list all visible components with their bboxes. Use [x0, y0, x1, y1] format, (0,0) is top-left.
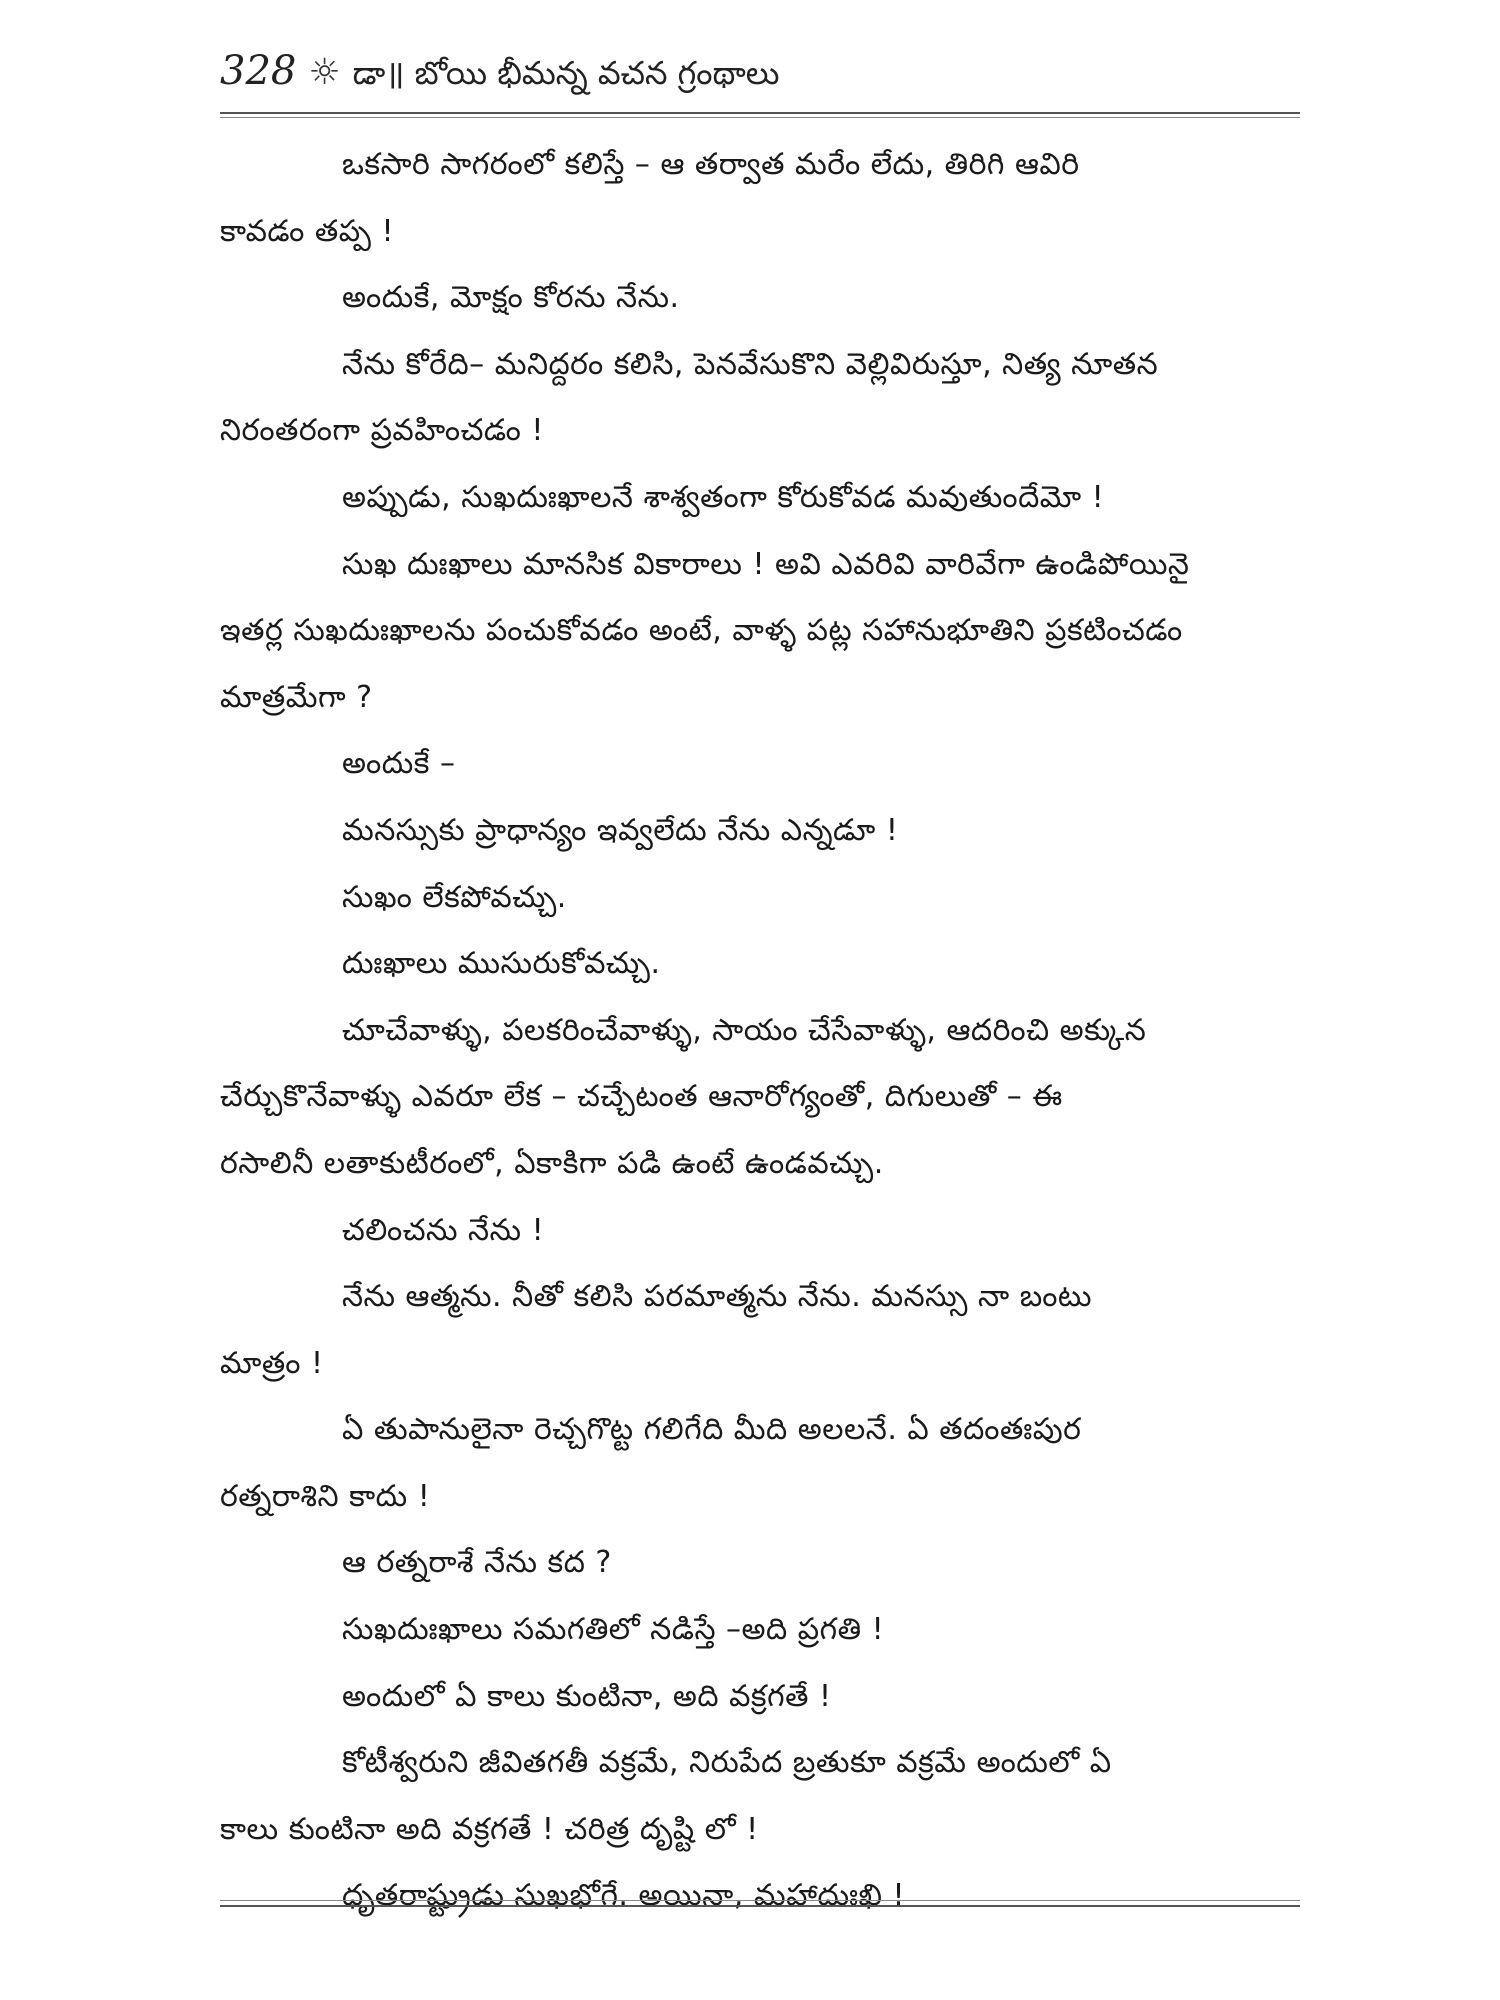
text-line: నేను కోరేది– మనిద్దరం కలిసి, పెనవేసుకొని వెల్లివిరుస్తూ, నిత్య నూతన: [342, 346, 1159, 382]
text-line: మాత్రం !: [220, 1345, 324, 1381]
text-line: నేను ఆత్మను. నీతో కలిసి పరమాత్మను నేను. మనస్సు నా బంటు: [342, 1279, 1092, 1315]
text-line: అందుకే, మోక్షం కోరను నేను.: [342, 280, 680, 316]
asterisk-ornament-icon: ☼: [308, 52, 341, 93]
text-line: సుఖ దుఃఖాలు మానసిక వికారాలు ! అవి ఎవరివి వారివేగా ఉండిపోయినై: [342, 546, 1190, 582]
header-rule-thin: [220, 117, 1300, 118]
text-line: చూచేవాళ్ళు, పలకరించేవాళ్ళు, సాయం చేసేవాళ్ళు, ఆదరించి అక్కున: [342, 1012, 1147, 1048]
text-line: ధృతరాష్ట్రుడు సుఖభోగే. అయినా, మహాదుఃఖి !: [342, 1878, 906, 1914]
running-title: డా॥ బోయి భీమన్న వచన గ్రంథాలు: [352, 54, 780, 92]
body-text: [220, 132, 1300, 1930]
text-line: అందులో ఏ కాలు కుంటినా, అది వక్రగతే !: [342, 1678, 832, 1714]
page-header: [220, 48, 1300, 108]
text-line: అప్పుడు, సుఖదుఃఖాలనే శాశ్వతంగా కోరుకోవడ మవుతుందేమో !: [342, 479, 1105, 515]
text-line: సుఖం లేకపోవచ్చు.: [342, 879, 567, 915]
text-line: ఏ తుపానులైనా రెచ్చగొట్ట గలిగేది మీది అలలనే. ఏ తదంతఃపుర: [342, 1412, 1082, 1448]
footer-rule-thin: [220, 1900, 1300, 1901]
text-line: మనస్సుకు ప్రాధాన్యం ఇవ్వలేదు నేను ఎన్నడూ !: [342, 812, 899, 848]
text-line: సుఖదుఃఖాలు సమగతిలో నడిస్తే –అది ప్రగతి !: [342, 1612, 885, 1648]
page-number: 328: [220, 48, 297, 94]
text-line: దుఃఖాలు ముసురుకోవచ్చు.: [342, 946, 661, 982]
text-line: రసాలినీ లతాకుటీరంలో, ఏకాకిగా పడి ఉంటే ఉండవచ్చు.: [220, 1145, 884, 1181]
text-line: చేర్చుకొనేవాళ్ళు ఎవరూ లేక – చచ్చేటంత ఆనారోగ్యంతో, దిగులుతో – ఈ: [220, 1079, 1063, 1115]
text-line: నిరంతరంగా ప్రవహించడం !: [220, 413, 544, 449]
text-line: కాలు కుంటినా అది వక్రగతే ! చరిత్ర దృష్టి లో !: [220, 1811, 759, 1847]
text-line: అందుకే –: [342, 746, 456, 782]
text-line: రత్నరాశిని కాదు !: [220, 1478, 431, 1514]
text-line: కావడం తప్ప !: [220, 213, 394, 249]
text-line: ఇతర్ల సుఖదుఃఖాలను పంచుకోవడం అంటే, వాళ్ళ పట్ల సహానుభూతిని ప్రకటించడం: [220, 613, 1183, 649]
footer-rule: [220, 1905, 1300, 1907]
text-line: చలించను నేను !: [342, 1212, 545, 1248]
header-rule: [220, 112, 1300, 114]
text-line: ఒకసారి సాగరంలో కలిస్తే – ఆ తర్వాత మరేం లేదు, తిరిగి ఆవిరి: [342, 147, 1080, 182]
text-line: కోటీశ్వరుని జీవితగతీ వక్రమే, నిరుపేద బ్రతుకూ వక్రమే అందులో ఏ: [342, 1745, 1112, 1781]
text-line: మాత్రమేగా ?: [220, 679, 373, 715]
text-line: ఆ రత్నరాశే నేను కద ?: [342, 1545, 612, 1581]
